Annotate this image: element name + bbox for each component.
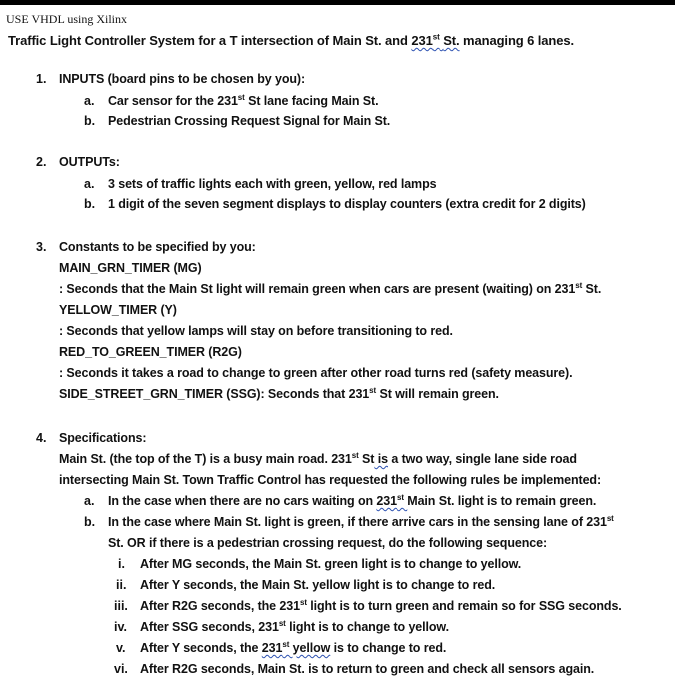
step-ii: After Y seconds, the Main St. yellow light is to change to red. <box>140 578 496 592</box>
section-number: 1. <box>36 72 47 86</box>
step-number: ii. <box>116 578 127 592</box>
section-heading: Constants to be specified by you: <box>59 240 256 254</box>
spellcheck-mark: 231st St. <box>411 32 460 48</box>
step-number: v. <box>116 641 126 655</box>
output-traffic-lights: 3 sets of traffic lights each with green, yellow, red lamps <box>108 177 437 191</box>
constant-name-y: YELLOW_TIMER (Y) <box>59 303 177 317</box>
step-number: iv. <box>114 620 127 634</box>
step-number: vi. <box>114 662 128 676</box>
step-vi: After R2G seconds, Main St. is to return to green and check all sensors again. <box>140 662 595 676</box>
rule-b: In the case where Main St. light is green, if there arrive cars in the sensing lane of 231st <box>108 513 614 529</box>
section-number: 2. <box>36 155 47 169</box>
section-heading: OUTPUTs: <box>59 155 120 169</box>
rule-b-continued: St. OR if there is a pedestrian crossing request, do the following sequence: <box>108 536 548 550</box>
constant-name-mg: MAIN_GRN_TIMER (MG) <box>59 261 202 275</box>
header-text: USE VHDL using Xilinx <box>6 12 128 26</box>
step-number: iii. <box>114 599 128 613</box>
spellcheck-mark: 231st <box>376 492 404 508</box>
item-letter: a. <box>84 177 95 191</box>
spellcheck-mark: 231st yellow <box>261 639 331 655</box>
step-v: After Y seconds, the 231st yellow is to change to red. <box>140 639 447 655</box>
step-number: i. <box>118 557 125 571</box>
top-border <box>0 0 675 5</box>
item-letter: a. <box>84 94 95 108</box>
input-car-sensor: Car sensor for the 231st St lane facing Main St. <box>108 92 379 108</box>
input-pedestrian-request: Pedestrian Crossing Request Signal for Main St. <box>108 114 391 128</box>
item-letter: b. <box>84 197 96 211</box>
rule-a: In the case when there are no cars waiting on 231st Main St. light is to remain green. <box>108 492 597 508</box>
constant-desc-y: : Seconds that yellow lamps will stay on before transitioning to red. <box>59 324 453 338</box>
item-letter: b. <box>84 114 96 128</box>
item-letter: a. <box>84 494 95 508</box>
spellcheck-mark: is <box>374 452 388 466</box>
page-title: Traffic Light Controller System for a T intersection of Main St. and 231st St. managing 6 lanes. <box>8 32 575 48</box>
section-heading: INPUTS (board pins to be chosen by you): <box>59 72 306 86</box>
output-seven-segment: 1 digit of the seven segment displays to display counters (extra credit for 2 digits) <box>108 197 586 211</box>
step-iii: After R2G seconds, the 231st light is to turn green and remain so for SSG seconds. <box>140 597 622 613</box>
spec-paragraph-line: Main St. (the top of the T) is a busy main road. 231st St is a two way, single lane side road <box>59 450 577 466</box>
constant-desc-r2g: : Seconds it takes a road to change to green after other road turns red (safety measure). <box>59 366 573 380</box>
section-number: 3. <box>36 240 47 254</box>
step-iv: After SSG seconds, 231st light is to change to yellow. <box>140 618 449 634</box>
constant-desc-mg: : Seconds that the Main St light will remain green when cars are present (waiting) on 231st St. <box>59 280 602 296</box>
spec-paragraph-line: intersecting Main St. Town Traffic Control has requested the following rules be implemented: <box>59 473 602 487</box>
section-number: 4. <box>36 431 47 445</box>
constant-name-r2g: RED_TO_GREEN_TIMER (R2G) <box>59 345 242 359</box>
section-heading: Specifications: <box>59 431 147 445</box>
constant-ssg: SIDE_STREET_GRN_TIMER (SSG): Seconds that 231st St will remain green. <box>59 385 499 401</box>
step-i: After MG seconds, the Main St. green light is to change to yellow. <box>140 557 522 571</box>
item-letter: b. <box>84 515 96 529</box>
